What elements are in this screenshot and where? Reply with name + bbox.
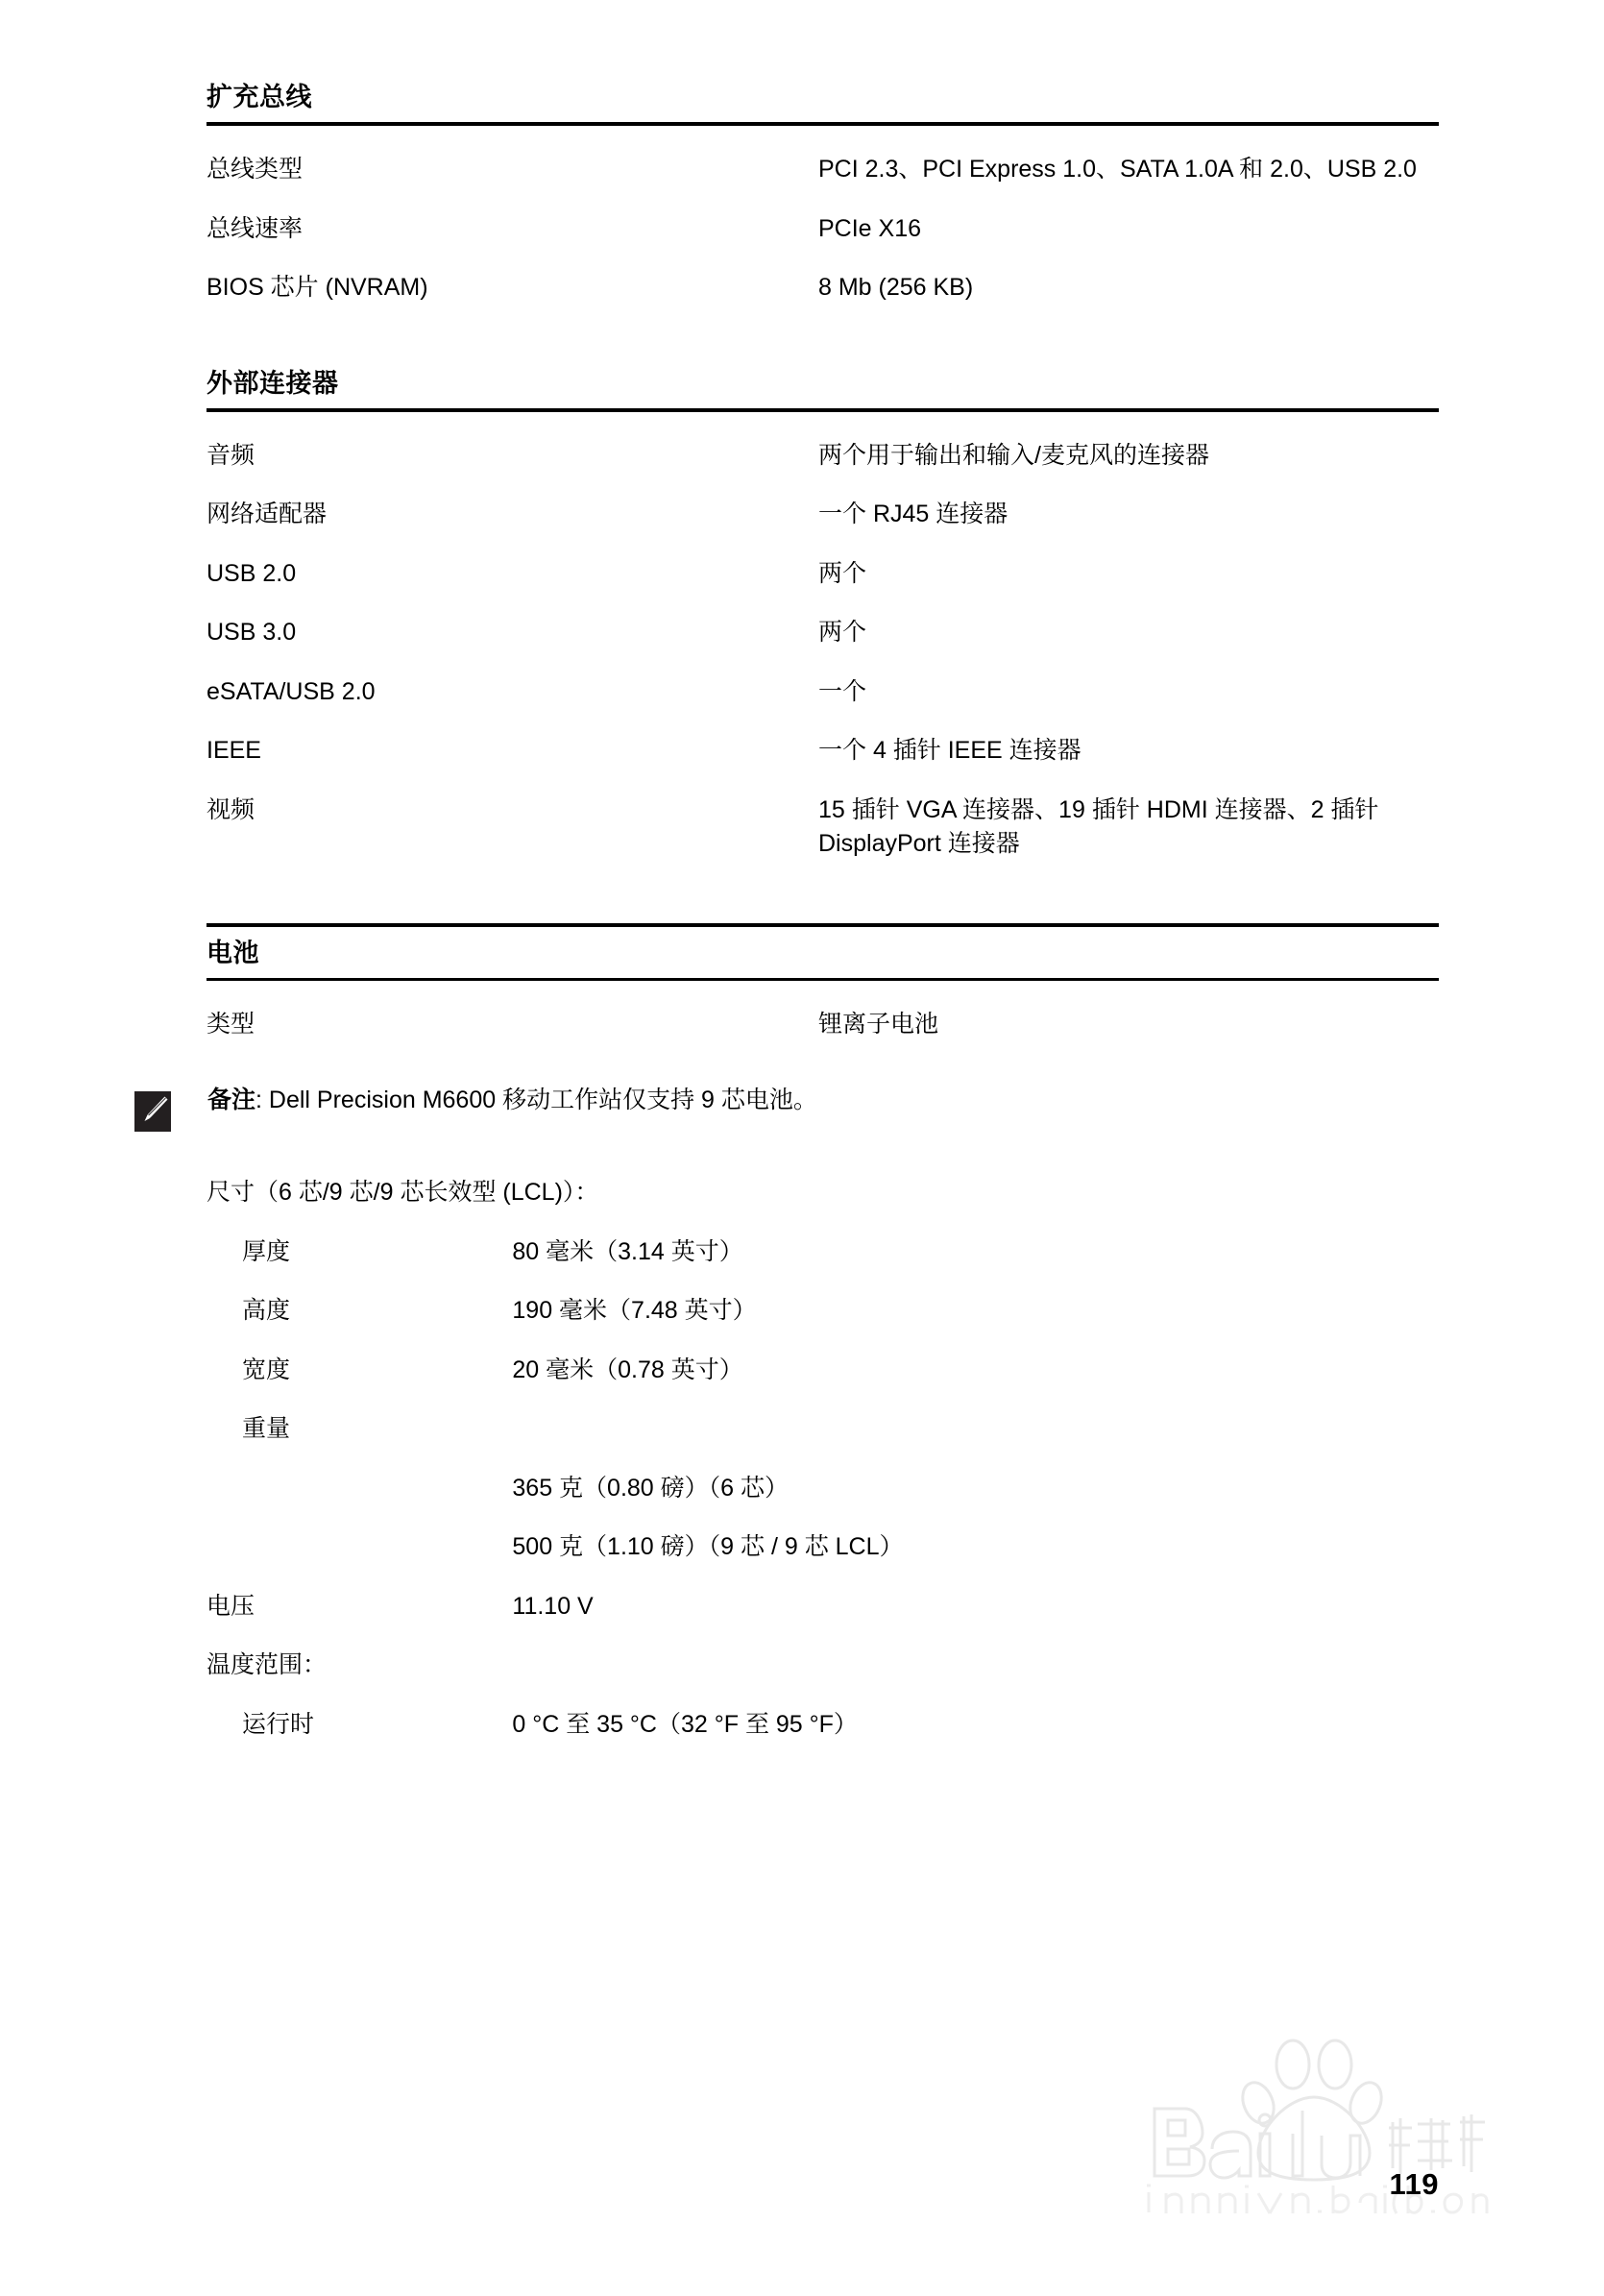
weight-value-9cell: 500 克（1.10 磅）（9 芯 / 9 芯 LCL） (512, 1533, 904, 1560)
note-pencil-icon (134, 1087, 171, 1134)
spec-label: 视频 (207, 795, 255, 823)
spec-value: 两个 (818, 619, 867, 646)
table-row (207, 246, 1439, 305)
table-row (207, 709, 1439, 769)
dimension-value: 80 毫米（3.14 英寸） (512, 1237, 743, 1265)
temperature-heading-value (512, 1624, 1439, 1683)
table-row (207, 769, 1439, 862)
weight-spacer (207, 1505, 512, 1565)
table-row (207, 1447, 1439, 1506)
top-spacer (207, 0, 1439, 85)
table-row (207, 1505, 1439, 1565)
spec-table-battery (207, 981, 1439, 1042)
temperature-value: 0 °C 至 35 °C（32 °F 至 95 °F） (512, 1710, 858, 1738)
table-row (207, 532, 1439, 592)
page-number: 119 (1389, 2167, 1439, 2201)
table-row (207, 981, 1439, 1042)
dimensions-heading: 尺寸（6 芯/9 芯/9 芯长效型 (LCL)）： (207, 1179, 599, 1206)
table-row (207, 1683, 1439, 1743)
dimension-label: 宽度 (242, 1356, 291, 1383)
dimension-value: 20 毫米（0.78 英寸） (512, 1356, 743, 1383)
table-row (207, 1624, 1439, 1683)
table-row (207, 1329, 1439, 1388)
table-row (207, 473, 1439, 532)
table-row (207, 412, 1439, 474)
spec-label: 总线速率 (207, 214, 304, 242)
voltage-label: 电压 (207, 1592, 255, 1620)
spec-table-expansion-bus (207, 126, 1439, 305)
table-row (207, 650, 1439, 710)
spec-value: 15 插针 VGA 连接器、19 插针 HDMI 连接器、2 插针 DisplayPort 连接器 (818, 795, 1379, 857)
spec-table-external-connectors (207, 412, 1439, 862)
dimensions-table (207, 1210, 1439, 1743)
temperature-heading: 温度范围： (207, 1651, 328, 1678)
dimension-label: 厚度 (242, 1237, 291, 1265)
table-row (207, 1269, 1439, 1329)
spec-label: 网络适配器 (207, 501, 328, 527)
note-separator: : (255, 1087, 262, 1113)
spec-value: 两个用于输出和输入/麦克风的连接器 (818, 441, 1209, 469)
spec-label: eSATA/USB 2.0 (207, 677, 376, 705)
note-body: Dell Precision M6600 移动工作站仅支持 9 芯电池。 (268, 1087, 817, 1113)
dimension-value: 190 毫米（7.48 英寸） (512, 1297, 757, 1324)
spec-value: 两个 (818, 559, 867, 587)
spec-label: 总线类型 (207, 156, 304, 183)
spec-value: 一个 4 插针 IEEE 连接器 (818, 737, 1081, 764)
section-spacer (207, 862, 1439, 923)
table-row (207, 1210, 1439, 1270)
section-heading-battery: 电池 (207, 938, 259, 967)
section-heading-external-connectors: 外部连接器 (207, 368, 339, 398)
weight-value-empty (512, 1387, 1439, 1447)
weight-spacer (207, 1447, 512, 1506)
spec-label: IEEE (207, 737, 261, 764)
spec-label: USB 2.0 (207, 559, 297, 587)
note-label: 备注 (207, 1087, 256, 1113)
spec-label: 类型 (207, 1010, 255, 1038)
spec-label: BIOS 芯片 (NVRAM) (207, 274, 428, 301)
spec-value: PCIe X16 (818, 214, 922, 242)
note-text (207, 1084, 817, 1117)
temperature-label: 运行时 (242, 1710, 315, 1738)
spec-label: 音频 (207, 441, 255, 469)
note-block (134, 1084, 1439, 1134)
table-row (207, 187, 1439, 247)
table-row (207, 1387, 1439, 1447)
section-heading-expansion-bus: 扩充总线 (207, 83, 312, 111)
spec-value: 8 Mb (256 KB) (818, 274, 974, 301)
table-row (207, 1565, 1439, 1624)
table-row (207, 126, 1439, 187)
weight-label: 重量 (242, 1415, 291, 1442)
section-spacer (207, 305, 1439, 371)
voltage-value: 11.10 V (512, 1592, 594, 1620)
spec-value: 锂离子电池 (818, 1010, 939, 1038)
page-content (207, 0, 1439, 1742)
spec-value: PCI 2.3、PCI Express 1.0、SATA 1.0A 和 2.0、USB 2.0 (818, 156, 1417, 183)
spec-value: 一个 (818, 677, 867, 705)
spec-label: USB 3.0 (207, 619, 297, 646)
dimension-label: 高度 (242, 1297, 291, 1324)
spec-value: 一个 RJ45 连接器 (818, 501, 1009, 527)
table-row (207, 591, 1439, 650)
weight-value-6cell: 365 克（0.80 磅）（6 芯） (512, 1474, 790, 1502)
